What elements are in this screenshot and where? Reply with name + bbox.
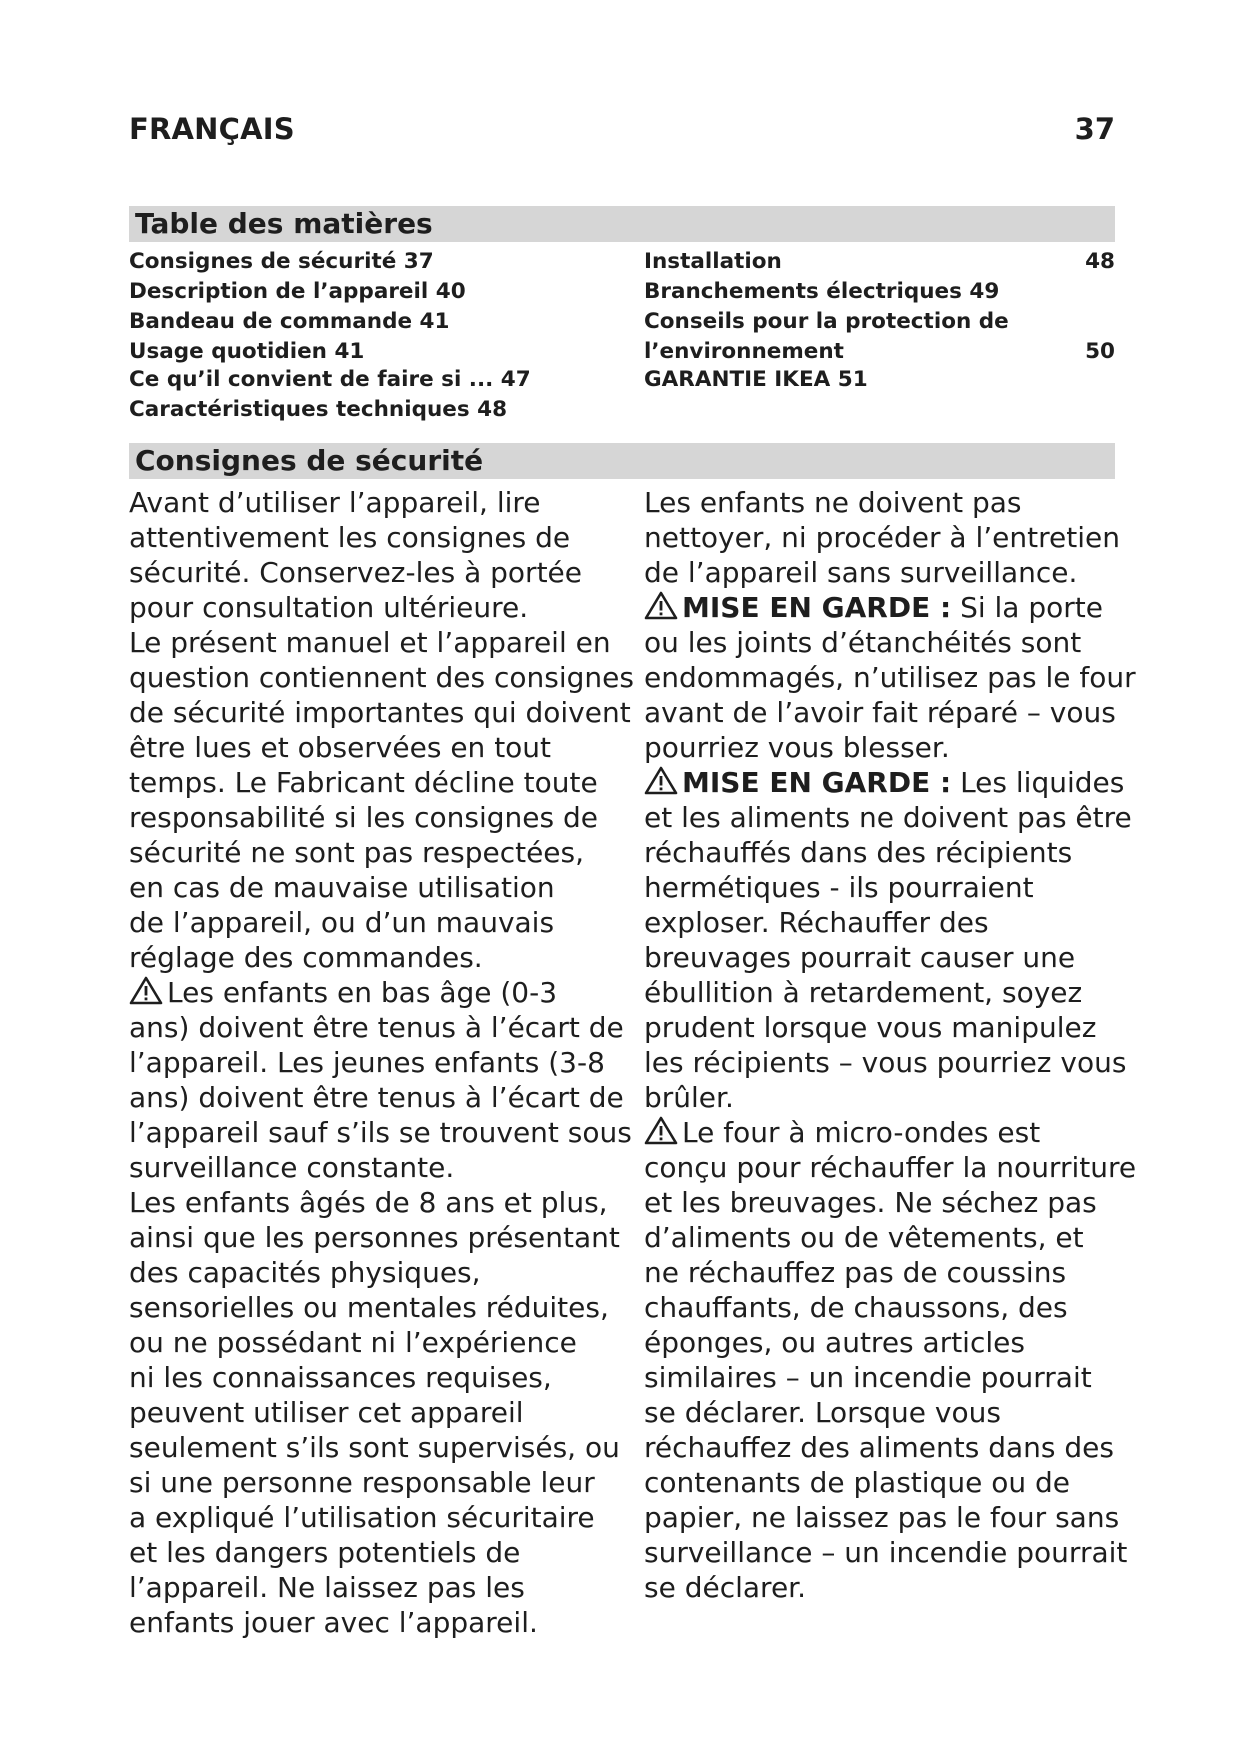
text-line: des capacités physiques, — [129, 1256, 481, 1289]
text-line: enfants jouer avec l’appareil. — [129, 1606, 538, 1639]
toc-entry: Consignes de sécurité 37 — [129, 249, 434, 274]
text-line: avant de l’avoir fait réparé – vous — [644, 696, 1116, 729]
text-line: Les enfants ne doivent pas — [644, 486, 1022, 519]
toc-entry: Description de l’appareil 40 — [129, 279, 466, 304]
toc-entry: l’environnement — [644, 339, 844, 364]
toc-entry: Bandeau de commande 41 — [129, 309, 450, 334]
text-line: nettoyer, ni procéder à l’entretien — [644, 521, 1120, 554]
text-line: endommagés, n’utilisez pas le four — [644, 661, 1136, 694]
text-line: pour consultation ultérieure. — [129, 591, 529, 624]
toc-entry: GARANTIE IKEA 51 — [644, 367, 868, 392]
toc-title-band — [129, 206, 1115, 242]
text-line: pourriez vous blesser. — [644, 731, 950, 764]
warning-label: MISE EN GARDE : — [682, 766, 952, 799]
text-line: ébullition à retardement, soyez — [644, 976, 1083, 1009]
toc-entry: Installation — [644, 249, 782, 274]
text-line: d’aliments ou de vêtements, et — [644, 1221, 1084, 1254]
text-line: prudent lorsque vous manipulez — [644, 1011, 1097, 1044]
text-line: papier, ne laissez pas le four sans — [644, 1501, 1120, 1534]
warning-label: MISE EN GARDE : — [682, 591, 952, 624]
safety-title: Consignes de sécurité — [135, 444, 484, 477]
text-line: l’appareil. Les jeunes enfants (3-8 — [129, 1046, 605, 1079]
text-line: se déclarer. — [644, 1571, 807, 1604]
text-line: être lues et observées en tout — [129, 731, 552, 764]
text-line: de sécurité importantes qui doivent — [129, 696, 631, 729]
text-line: de l’appareil sans surveillance. — [644, 556, 1078, 589]
text-line: ans) doivent être tenus à l’écart de — [129, 1011, 624, 1044]
text-line: attentivement les consignes de — [129, 521, 571, 554]
text-line: Si la porte — [960, 591, 1103, 624]
warning-triangle-icon — [644, 765, 678, 795]
warning-line — [644, 1115, 1136, 1150]
toc-entry: Conseils pour la protection de — [644, 309, 1009, 334]
text-line: et les breuvages. Ne séchez pas — [644, 1186, 1097, 1219]
language-header: FRANÇAIS — [129, 112, 295, 146]
warning-triangle-icon — [129, 975, 163, 1005]
text-line: responsabilité si les consignes de — [129, 801, 598, 834]
text-line: contenants de plastique ou de — [644, 1466, 1070, 1499]
text-line: sensorielles ou mentales réduites, — [129, 1291, 609, 1324]
warning-triangle-icon — [644, 590, 678, 620]
text-line: se déclarer. Lorsque vous — [644, 1396, 1001, 1429]
text-line: ans) doivent être tenus à l’écart de — [129, 1081, 624, 1114]
text-line: Les liquides — [960, 766, 1125, 799]
toc-entry: Branchements électriques 49 — [644, 279, 1000, 304]
toc-entry-page: 50 — [1085, 339, 1115, 364]
warning-line — [644, 765, 1136, 800]
text-line: hermétiques - ils pourraient — [644, 871, 1034, 904]
text-line: de l’appareil, ou d’un mauvais — [129, 906, 555, 939]
text-line: Les enfants en bas âge (0-3 — [167, 976, 558, 1009]
text-line: exploser. Réchauffer des — [644, 906, 989, 939]
text-line: breuvages pourrait causer une — [644, 941, 1076, 974]
text-line: réchauffés dans des récipients — [644, 836, 1073, 869]
page-number: 37 — [1074, 112, 1115, 146]
text-line: peuvent utiliser cet appareil — [129, 1396, 524, 1429]
warning-triangle-icon — [644, 1115, 678, 1145]
text-line: conçu pour réchauffer la nourriture — [644, 1151, 1137, 1184]
toc-entry-page: 48 — [1085, 249, 1115, 274]
text-line: Les enfants âgés de 8 ans et plus, — [129, 1186, 608, 1219]
text-line: éponges, ou autres articles — [644, 1326, 1025, 1359]
text-line: l’appareil. Ne laissez pas les — [129, 1571, 525, 1604]
text-line: les récipients – vous pourriez vous — [644, 1046, 1127, 1079]
toc-entry: Usage quotidien 41 — [129, 339, 365, 364]
toc-entry: Caractéristiques techniques 48 — [129, 397, 508, 422]
text-line: sécurité. Conservez-les à portée — [129, 556, 583, 589]
text-line: question contiennent des consignes — [129, 661, 634, 694]
text-line: Avant d’utiliser l’appareil, lire — [129, 486, 541, 519]
text-line: ou ne possédant ni l’expérience — [129, 1326, 577, 1359]
text-line: en cas de mauvaise utilisation — [129, 871, 555, 904]
text-line: surveillance constante. — [129, 1151, 455, 1184]
text-line: et les aliments ne doivent pas être — [644, 801, 1132, 834]
toc-entry: Ce qu’il convient de faire si ... 47 — [129, 367, 531, 392]
text-line: ne réchauffez pas de coussins — [644, 1256, 1067, 1289]
warning-line — [644, 590, 1136, 625]
text-line: et les dangers potentiels de — [129, 1536, 521, 1569]
text-line: ni les connaissances requises, — [129, 1361, 552, 1394]
text-line: réglage des commandes. — [129, 941, 483, 974]
text-line: ou les joints d’étanchéités sont — [644, 626, 1082, 659]
text-line: si une personne responsable leur — [129, 1466, 595, 1499]
warning-line — [129, 975, 634, 1010]
safety-left-column — [129, 485, 634, 1640]
safety-title-band — [129, 443, 1115, 479]
text-line: ainsi que les personnes présentant — [129, 1221, 620, 1254]
text-line: temps. Le Fabricant décline toute — [129, 766, 598, 799]
safety-right-column — [644, 485, 1136, 1605]
text-line: Le présent manuel et l’appareil en — [129, 626, 611, 659]
text-line: sécurité ne sont pas respectées, — [129, 836, 585, 869]
text-line: seulement s’ils sont supervisés, ou — [129, 1431, 620, 1464]
text-line: l’appareil sauf s’ils se trouvent sous — [129, 1116, 632, 1149]
text-line: similaires – un incendie pourrait — [644, 1361, 1092, 1394]
text-line: chauffants, de chaussons, des — [644, 1291, 1068, 1324]
text-line: a expliqué l’utilisation sécuritaire — [129, 1501, 595, 1534]
text-line: brûler. — [644, 1081, 734, 1114]
text-line: surveillance – un incendie pourrait — [644, 1536, 1128, 1569]
text-line: réchauffez des aliments dans des — [644, 1431, 1114, 1464]
text-line: Le four à micro-ondes est — [682, 1116, 1041, 1149]
toc-title: Table des matières — [135, 207, 433, 240]
